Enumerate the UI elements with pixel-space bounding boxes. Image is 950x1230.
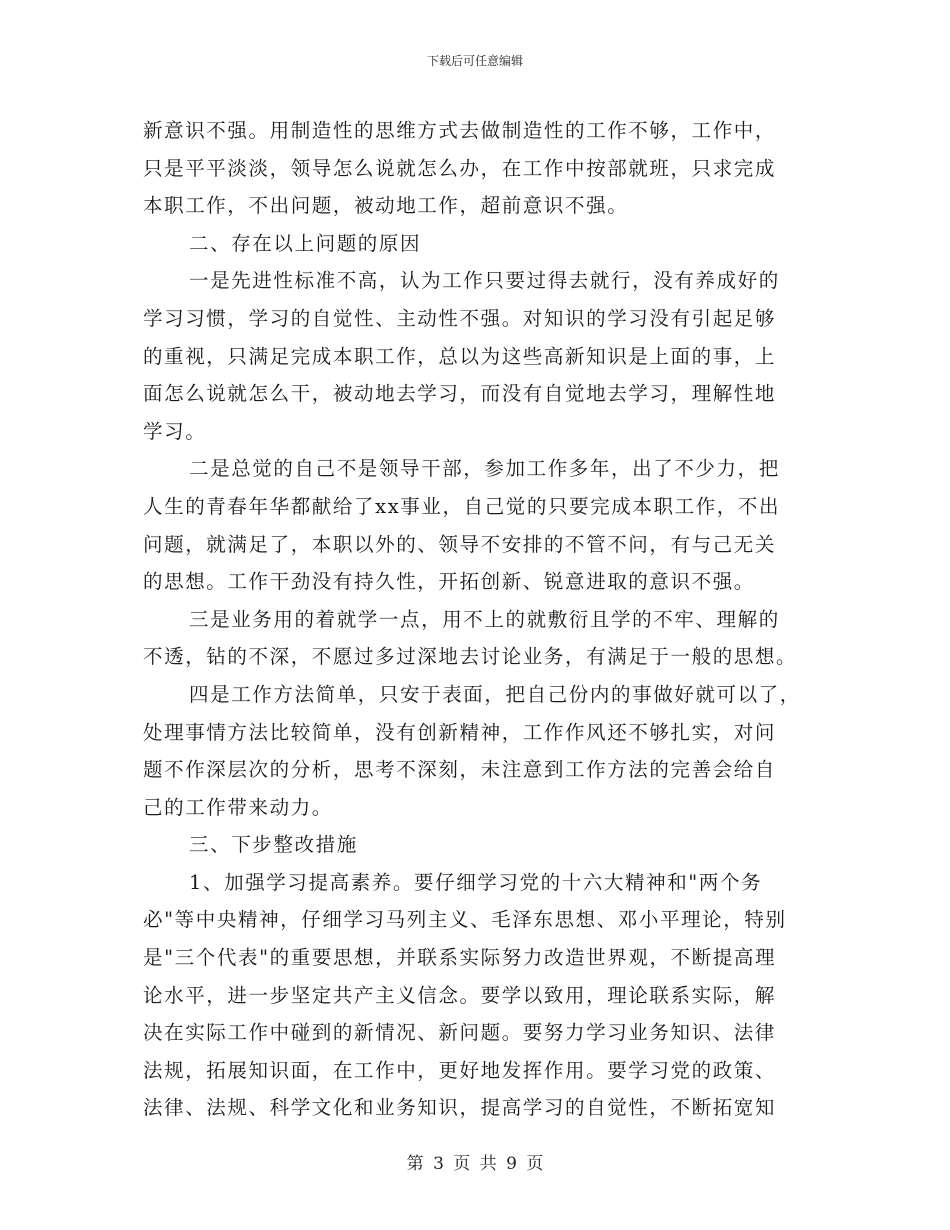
text-line: 三、下步整改措施 (189, 833, 358, 857)
text-line: 题不作深层次的分析，思考不深刻，未注意到工作方法的完善会给自 (143, 758, 777, 782)
text-line: 问题，就满足了，本职以外的、领导不安排的不管不问，有与己无关 (143, 532, 777, 556)
text-line: 四是工作方法简单，只安于表面，把自己份内的事做好就可以了， (189, 682, 801, 706)
text-line: 面怎么说就怎么干，被动地去学习，而没有自觉地去学习，理解性地 (143, 382, 777, 406)
text-line: 本职工作，不出问题，被动地工作，超前意识不强。 (143, 194, 629, 218)
text-line: 必"等中央精神，仔细学习马列主义、毛泽东思想、邓小平理论，特别 (143, 908, 787, 932)
text-line: 法律、法规、科学文化和业务知识，提高学习的自觉性，不断拓宽知 (143, 1096, 777, 1120)
text-line: 二是总觉的自己不是领导干部，参加工作多年，出了不少力，把 (189, 457, 780, 481)
text-line: 的重视，只满足完成本职工作，总以为这些高新知识是上面的事，上 (143, 344, 777, 368)
text-line: 新意识不强。用制造性的思维方式去做制造性的工作不够，工作中， (143, 119, 777, 142)
text-line: 三是业务用的着就学一点，用不上的就敷衍且学的不牢、理解的 (189, 607, 780, 631)
page-footer: 第 3 页 共 9 页 (406, 1154, 544, 1174)
text-line: 只是平平淡淡，领导怎么说就怎么办，在工作中按部就班，只求完成 (143, 156, 777, 180)
text-line: 己的工作带来动力。 (143, 795, 333, 819)
text-line: 学习习惯，学习的自觉性、主动性不强。对知识的学习没有引起足够 (143, 306, 777, 330)
text-line: 一是先进性标准不高，认为工作只要过得去就行，没有养成好的 (189, 269, 780, 293)
document-body (143, 112, 813, 1127)
text-line: 的思想。工作干劲没有持久性，开拓创新、锐意进取的意识不强。 (143, 570, 755, 594)
page-header: 下载后可任意编辑 (426, 54, 523, 68)
text-line: 是"三个代表"的重要思想，并联系实际努力改造世界观，不断提高理 (143, 946, 777, 970)
text-line: 学习。 (143, 419, 207, 443)
text-line: 1、加强学习提高素养。要仔细学习党的十六大精神和"两个务 (189, 870, 763, 894)
text-line: 论水平，进一步坚定共产主义信念。要学以致用，理论联系实际，解 (143, 983, 777, 1007)
text-line: 处理事情方法比较简单，没有创新精神，工作作风还不够扎实，对问 (143, 720, 777, 744)
text-line: 法规，拓展知识面，在工作中，更好地发挥作用。要学习党的政策、 (143, 1058, 777, 1082)
text-line: 二、存在以上问题的原因 (189, 231, 422, 255)
text-line: 人生的青春年华都献给了xx事业，自己觉的只要完成本职工作，不出 (143, 494, 781, 518)
text-line: 不透，钻的不深，不愿过多过深地去讨论业务，有满足于一般的思想。 (143, 645, 798, 669)
text-line: 决在实际工作中碰到的新情况、新问题。要努力学习业务知识、法律 (143, 1021, 777, 1045)
